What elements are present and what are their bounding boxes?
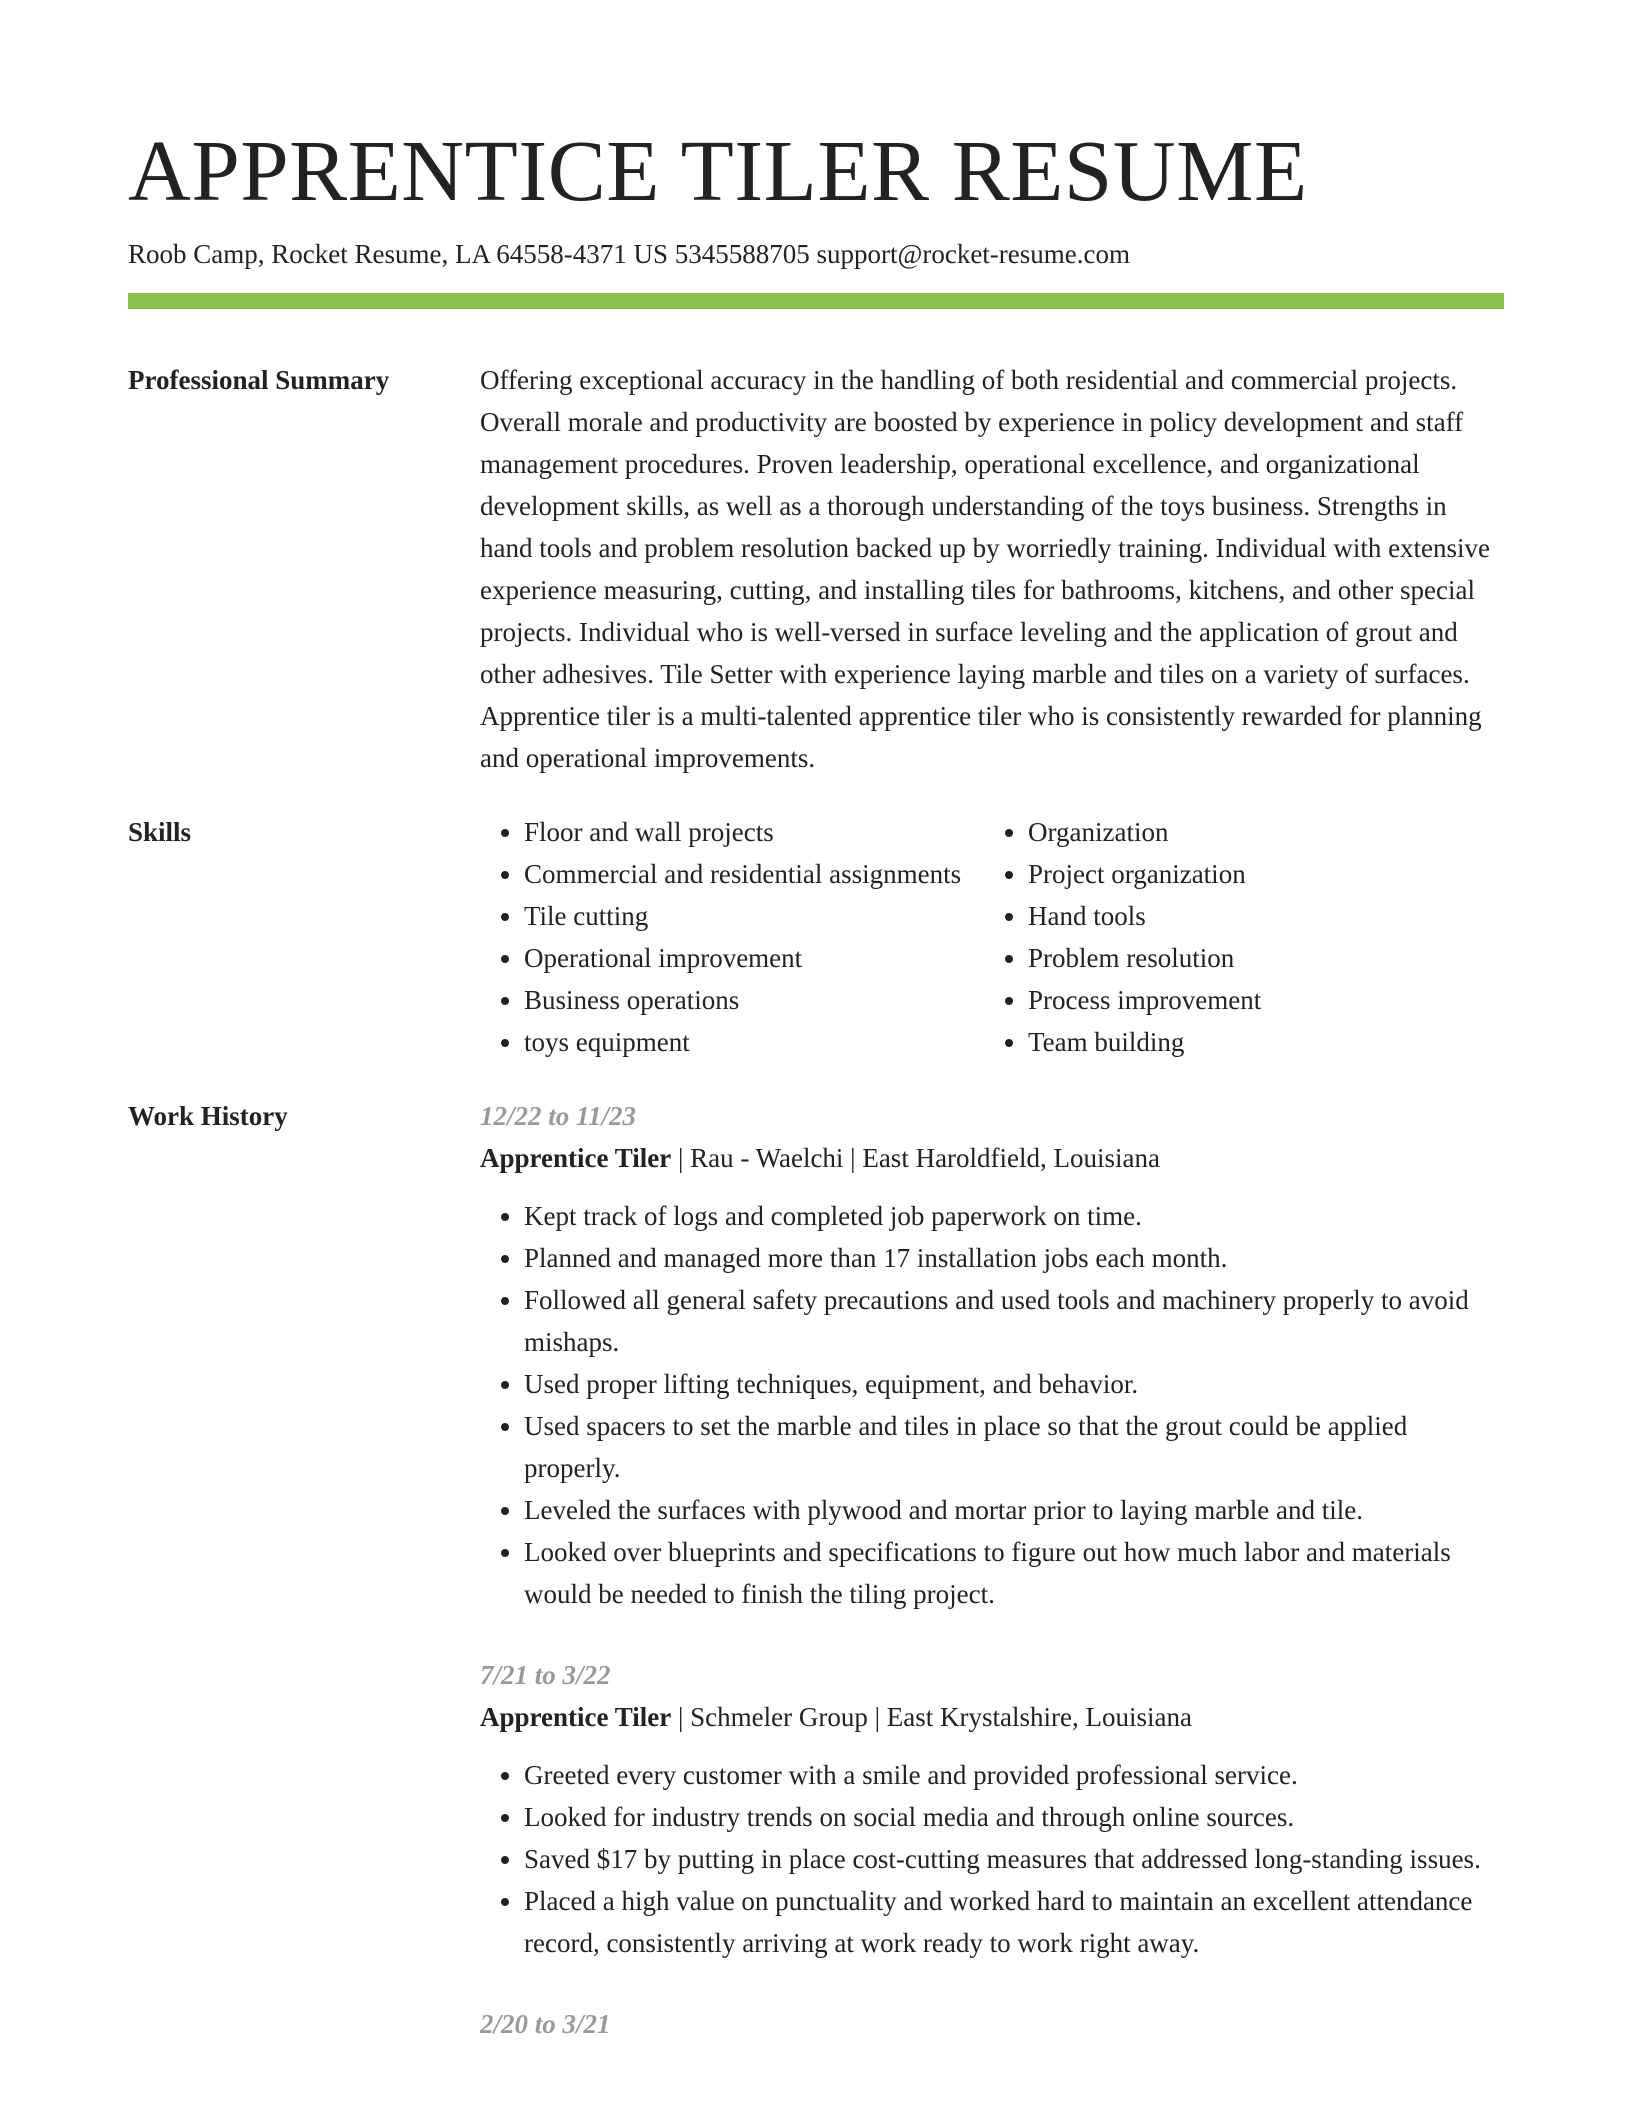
resume-title: APPRENTICE TILER RESUME	[128, 122, 1308, 219]
job-heading	[480, 1696, 1504, 1738]
job-bullet: • Looked for industry trends on social media and through online sources.	[524, 1796, 1504, 1838]
skill-item: • Organization	[1028, 811, 1488, 853]
job-bullet: • Looked over blueprints and specifications to figure out how much labor and materials would be needed to finish the tiling project.	[524, 1531, 1504, 1615]
job-bullet: • Kept track of logs and completed job paperwork on time.	[524, 1195, 1504, 1237]
summary-section	[128, 359, 1504, 779]
job-entry	[480, 1095, 1504, 1615]
job-entry	[480, 2003, 1504, 2045]
skill-item: • Operational improvement	[524, 937, 984, 979]
skills-heading: Skills	[128, 817, 192, 847]
job-dates: 7/21 to 3/22	[480, 1660, 611, 1690]
work-history-heading: Work History	[128, 1101, 288, 1131]
job-title: Apprentice Tiler	[480, 1143, 672, 1173]
job-dates: 2/20 to 3/21	[480, 2009, 611, 2039]
skill-item: • Hand tools	[1028, 895, 1488, 937]
job-bullet: • Used proper lifting techniques, equipment, and behavior.	[524, 1363, 1504, 1405]
work-history-body	[480, 1095, 1504, 2045]
skill-item: • Commercial and residential assignments	[524, 853, 984, 895]
skills-list	[480, 811, 1504, 1063]
job-bullet: • Used spacers to set the marble and tiles in place so that the grout could be applied properly.	[524, 1405, 1504, 1489]
skills-column-2	[984, 811, 1488, 1063]
skill-item: • Project organization	[1028, 853, 1488, 895]
job-bullet: • Followed all general safety precautions and used tools and machinery properly to avoid mishaps.	[524, 1279, 1504, 1363]
skill-item: • toys equipment	[524, 1021, 984, 1063]
resume-page	[128, 0, 1504, 2045]
skill-item: • Business operations	[524, 979, 984, 1021]
job-details: | Rau - Waelchi | East Haroldfield, Louisiana	[671, 1143, 1160, 1173]
skill-item: • Floor and wall projects	[524, 811, 984, 853]
skill-item: • Tile cutting	[524, 895, 984, 937]
skill-item: • Problem resolution	[1028, 937, 1488, 979]
job-bullet: • Placed a high value on punctuality and worked hard to maintain an excellent attendance record, consistently arriving at work ready to work right away.	[524, 1880, 1504, 1964]
job-entry	[480, 1654, 1504, 1964]
work-history-section	[128, 1095, 1504, 2045]
job-heading	[480, 1137, 1504, 1179]
job-dates: 12/22 to 11/23	[480, 1101, 637, 1131]
job-details: | Schmeler Group | East Krystalshire, Louisiana	[671, 1702, 1192, 1732]
summary-body	[480, 359, 1504, 779]
job-bullet: • Planned and managed more than 17 installation jobs each month.	[524, 1237, 1504, 1279]
summary-heading: Professional Summary	[128, 365, 390, 395]
job-title: Apprentice Tiler	[480, 1702, 672, 1732]
summary-text: Offering exceptional accuracy in the handling of both residential and commercial projects. Overall morale and productivity are boosted by experience in policy development and staff management procedures. Proven leadership, operational excellence, and organizational development skills, as well as a thorough understanding of the toys business. Strengths in hand tools and problem resolution backed up by worriedly training. Individual with extensive experience measuring, cutting, and installing tiles for bathrooms, kitchens, and other special projects. Individual who is well-versed in surface leveling and the application of grout and other adhesives. Tile Setter with experience laying marble and tiles on a variety of surfaces. Apprentice tiler is a multi-talented apprentice tiler who is consistently rewarded for planning and operational improvements.	[480, 365, 1491, 773]
skill-item: • Team building	[1028, 1021, 1488, 1063]
skills-column-1	[480, 811, 984, 1063]
job-bullet: • Saved $17 by putting in place cost-cutting measures that addressed long-standing issues.	[524, 1838, 1504, 1880]
job-bullet: • Leveled the surfaces with plywood and mortar prior to laying marble and tile.	[524, 1489, 1504, 1531]
job-bullets	[480, 1754, 1504, 1964]
contact-line: Roob Camp, Rocket Resume, LA 64558-4371 US 5345588705 support@rocket-resume.com	[128, 239, 1130, 269]
skill-item: • Process improvement	[1028, 979, 1488, 1021]
skills-section	[128, 811, 1504, 1063]
job-bullet: • Greeted every customer with a smile and provided professional service.	[524, 1754, 1504, 1796]
job-bullets	[480, 1195, 1504, 1615]
accent-divider	[128, 293, 1504, 309]
